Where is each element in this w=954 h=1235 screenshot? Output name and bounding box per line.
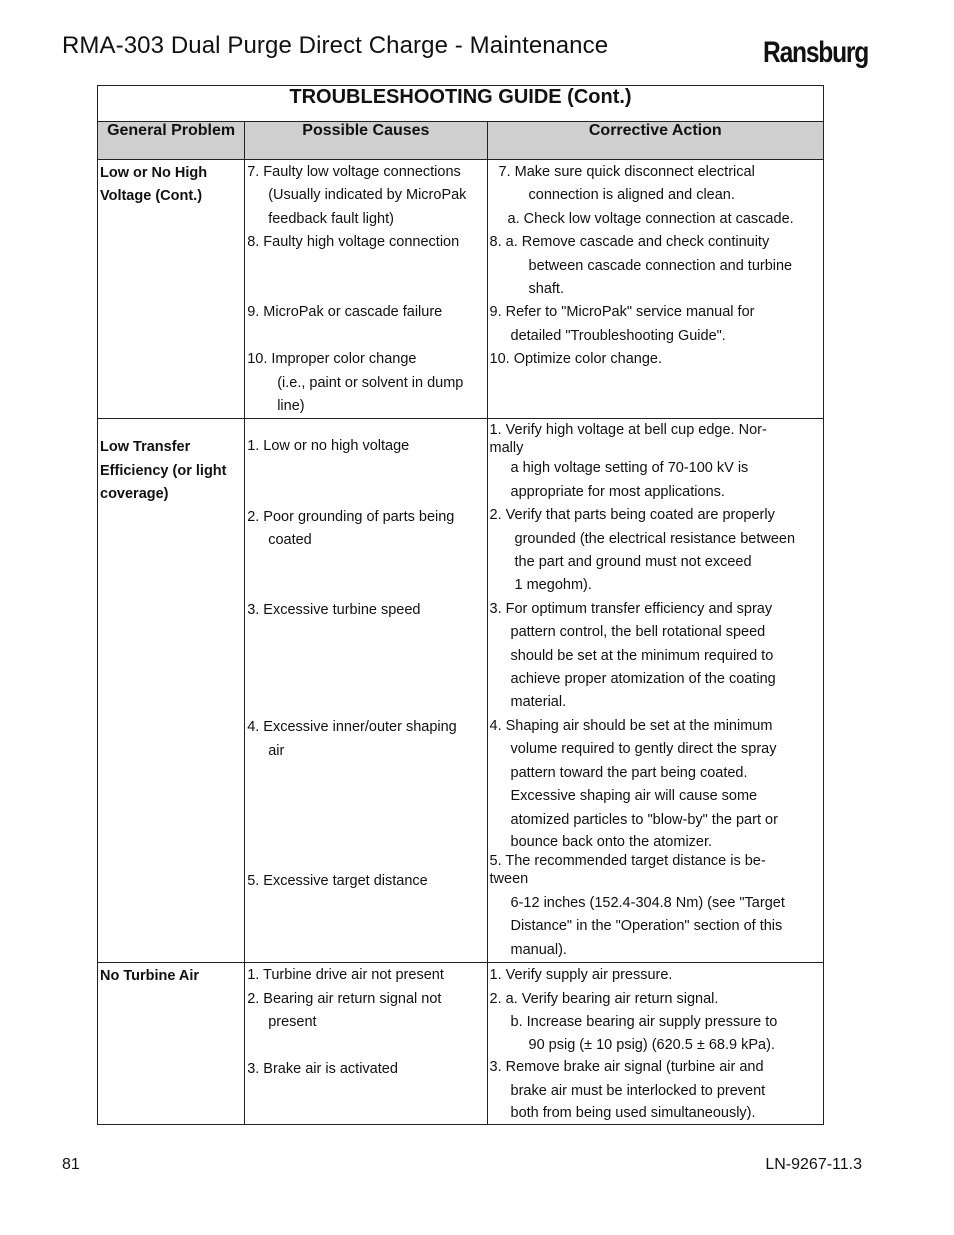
action-line: 3. For optimum transfer efficiency and spray xyxy=(489,600,773,617)
cause-line: 1. Turbine drive air not present xyxy=(247,967,444,984)
action-line: both from being used simultaneously). xyxy=(510,1105,756,1122)
action-line: 6-12 inches (152.4-304.8 Nm) (see "Target xyxy=(510,894,785,911)
action-line: material. xyxy=(510,694,567,711)
cause-line: 2. Bearing air return signal not xyxy=(247,990,442,1007)
action-line: 2. a. Verify bearing air return signal. xyxy=(489,990,719,1007)
cause-line: 1. Low or no high voltage xyxy=(247,438,410,455)
cause-line: 9. MicroPak or cascade failure xyxy=(247,304,443,321)
action-line: tween xyxy=(489,870,529,887)
cause-line: 3. Excessive turbine speed xyxy=(247,602,421,619)
column-header-corrective-action: Corrective Action xyxy=(487,122,823,160)
action-line: atomized particles to "blow-by" the part or xyxy=(510,811,778,828)
problem-line: Voltage (Cont.) xyxy=(100,188,203,205)
actions-cell xyxy=(487,963,823,1125)
action-line: connection is aligned and clean. xyxy=(528,187,735,204)
action-line: 1. Verify supply air pressure. xyxy=(489,967,673,984)
actions-cell xyxy=(487,419,823,963)
cause-line: feedback fault light) xyxy=(268,210,394,227)
problem-line: No Turbine Air xyxy=(100,968,200,985)
action-line: 10. Optimize color change. xyxy=(489,351,662,368)
problem-line: coverage) xyxy=(100,486,169,503)
causes-cell xyxy=(245,963,487,1125)
causes-cell xyxy=(245,419,487,963)
problem-cell xyxy=(98,160,245,419)
table-row xyxy=(98,419,824,963)
action-line: a high voltage setting of 70-100 kV is xyxy=(510,460,749,477)
brand-logo: Ransburg xyxy=(763,36,868,69)
action-line: 3. Remove brake air signal (turbine air and xyxy=(489,1059,764,1076)
action-line: volume required to gently direct the spray xyxy=(510,741,777,758)
cause-line: 3. Brake air is activated xyxy=(247,1060,398,1077)
cause-line: 5. Excessive target distance xyxy=(247,872,428,889)
action-line: 8. a. Remove cascade and check continuity xyxy=(489,234,770,251)
action-line: 9. Refer to "MicroPak" service manual for xyxy=(489,304,755,321)
problem-line: Low or No High xyxy=(100,165,208,181)
action-line: brake air must be interlocked to prevent xyxy=(510,1082,766,1099)
cause-line: 7. Faulty low voltage connections xyxy=(247,164,461,180)
page-number: 81 xyxy=(62,1156,80,1173)
action-line: manual). xyxy=(510,941,567,958)
cause-line: air xyxy=(268,742,285,759)
cause-line: line) xyxy=(277,398,305,415)
cause-line: coated xyxy=(268,532,312,549)
table-row xyxy=(98,160,824,419)
action-line: a. Check low voltage connection at cascade. xyxy=(507,210,794,227)
action-line: achieve proper atomization of the coating xyxy=(510,671,776,688)
action-line: shaft. xyxy=(528,281,564,298)
action-line: grounded (the electrical resistance between xyxy=(514,530,796,547)
document-id: LN-9267-11.3 xyxy=(765,1156,862,1173)
action-line: between cascade connection and turbine xyxy=(528,257,793,274)
action-line: 90 psig (± 10 psig) (620.5 ± 68.9 kPa). xyxy=(528,1037,775,1054)
problem-line: Efficiency (or light xyxy=(100,462,227,479)
cause-line: (i.e., paint or solvent in dump xyxy=(277,374,464,391)
troubleshooting-table xyxy=(97,85,824,1125)
cause-line: 8. Faulty high voltage connection xyxy=(247,234,460,251)
cause-line: 10. Improper color change xyxy=(247,351,417,368)
action-line: should be set at the minimum required to xyxy=(510,647,774,664)
action-line: bounce back onto the atomizer. xyxy=(510,833,713,850)
action-line: Distance" in the "Operation" section of this xyxy=(510,918,783,935)
column-header-general-problem: General Problem xyxy=(98,122,245,160)
action-line: the part and ground must not exceed xyxy=(514,554,752,571)
action-line: pattern toward the part being coated. xyxy=(510,764,748,781)
cause-line: present xyxy=(268,1013,317,1030)
action-line: detailed "Troubleshooting Guide". xyxy=(510,327,726,344)
action-line: 1. Verify high voltage at bell cup edge. Nor- xyxy=(489,422,767,439)
action-line: 1 megohm). xyxy=(514,577,592,594)
action-line: 2. Verify that parts being coated are properly xyxy=(489,507,775,524)
action-line: appropriate for most applications. xyxy=(510,483,725,500)
action-line: Excessive shaping air will cause some xyxy=(510,788,758,805)
action-line: mally xyxy=(489,440,524,457)
action-line: 4. Shaping air should be set at the minimum xyxy=(489,717,773,734)
cause-line: (Usually indicated by MicroPak xyxy=(268,187,467,204)
column-header-possible-causes: Possible Causes xyxy=(245,122,487,160)
action-line: b. Increase bearing air supply pressure to xyxy=(510,1013,778,1030)
action-line: 7. Make sure quick disconnect electrical xyxy=(498,164,755,180)
table-row xyxy=(98,963,824,1125)
problem-line: Low Transfer xyxy=(100,439,191,456)
cause-line: 2. Poor grounding of parts being xyxy=(247,508,455,525)
problem-cell xyxy=(98,419,245,963)
cause-line: 4. Excessive inner/outer shaping xyxy=(247,719,457,736)
table-title: TROUBLESHOOTING GUIDE (Cont.) xyxy=(98,86,824,122)
action-line: 5. The recommended target distance is be- xyxy=(489,852,766,869)
causes-cell xyxy=(245,160,487,419)
problem-cell xyxy=(98,963,245,1125)
page-title: RMA-303 Dual Purge Direct Charge - Maintenance xyxy=(62,32,609,59)
actions-cell xyxy=(487,160,823,419)
action-line: pattern control, the bell rotational speed xyxy=(510,624,766,641)
